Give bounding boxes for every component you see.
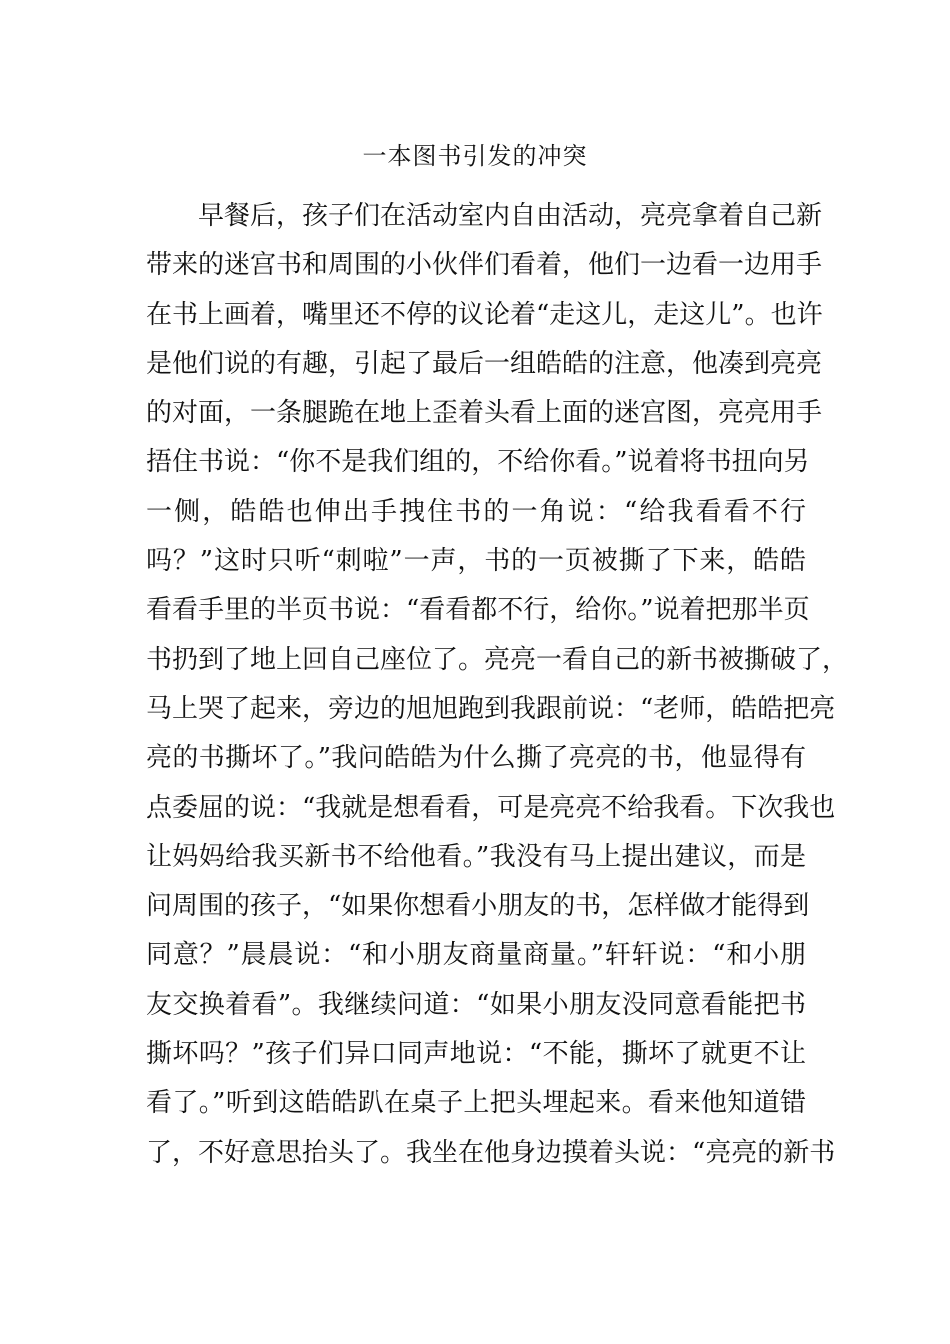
paragraph-line: 了，不好意思抬头了。我坐在他身边摸着头说：“亮亮的新书 <box>146 1137 836 1168</box>
paragraph-line: 带来的迷宫书和周围的小伙伴们看着，他们一边看一边用手 <box>146 250 823 281</box>
document-title: 一本图书引发的冲突 <box>362 142 588 170</box>
paragraph-line: 看了。”听到这皓皓趴在桌子上把头埋起来。看来他知道错 <box>146 1088 806 1119</box>
paragraph-line: 的对面，一条腿跪在地上歪着头看上面的迷宫图，亮亮用手 <box>146 398 823 429</box>
paragraph-line: 一侧，皓皓也伸出手拽住书的一角说：“给我看看不行 <box>146 496 806 527</box>
paragraph-line: 同意？”晨晨说：“和小朋友商量商量。”轩轩说：“和小朋 <box>146 940 806 971</box>
paragraph-line: 点委屈的说：“我就是想看看，可是亮亮不给我看。下次我也 <box>146 792 836 823</box>
paragraph-line: 是他们说的有趣，引起了最后一组皓皓的注意，他凑到亮亮 <box>146 348 823 379</box>
paragraph-line: 书扔到了地上回自己座位了。亮亮一看自己的新书被撕破了， <box>146 644 849 675</box>
paragraph-line: 亮的书撕坏了。”我问皓皓为什么撕了亮亮的书，他显得有 <box>146 743 806 774</box>
paragraph-line: 早餐后，孩子们在活动室内自由活动，亮亮拿着自己新 <box>198 201 823 231</box>
paragraph-line: 在书上画着，嘴里还不停的议论着“走这儿，走这儿”。也许 <box>146 299 823 330</box>
paragraph-line: 吗？”这时只听“刺啦”一声，书的一页被撕了下来，皓皓 <box>146 546 806 577</box>
paragraph-line: 看看手里的半页书说：“看看都不行，给你。”说着把那半页 <box>146 595 810 626</box>
paragraph-line: 马上哭了起来，旁边的旭旭跑到我跟前说：“老师，皓皓把亮 <box>146 693 836 724</box>
paragraph-line: 问周围的孩子，“如果你想看小朋友的书，怎样做才能得到 <box>146 891 810 922</box>
paragraph-line: 捂住书说：“你不是我们组的，不给你看。”说着将书扭向另 <box>146 447 810 478</box>
document-body <box>146 192 849 1178</box>
paragraph-line: 撕坏吗？”孩子们异口同声地说：“不能，撕坏了就更不让 <box>146 1039 806 1070</box>
paragraph-line: 友交换着看”。我继续问道：“如果小朋友没同意看能把书 <box>146 989 806 1020</box>
paragraph-line: 让妈妈给我买新书不给他看。”我没有马上提出建议，而是 <box>146 841 806 872</box>
